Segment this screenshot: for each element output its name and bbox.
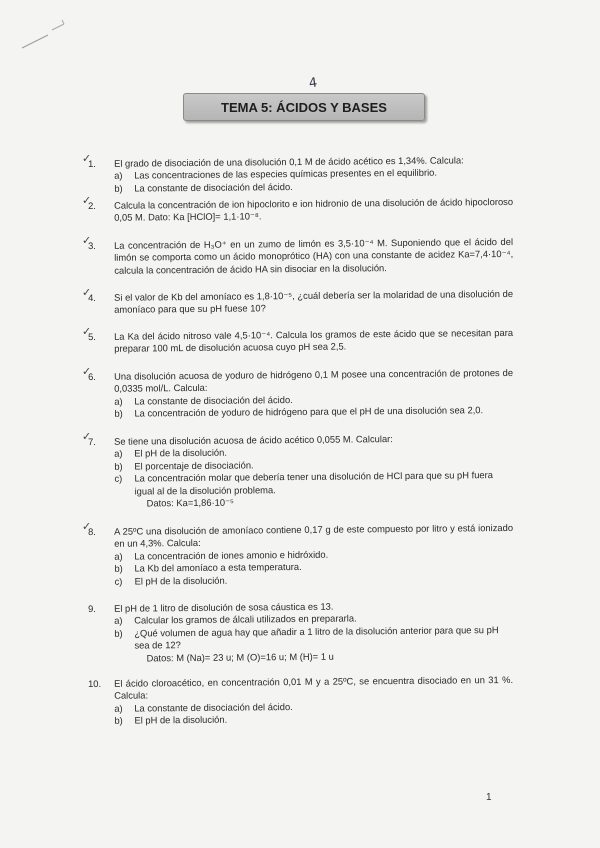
question-text: El grado de disociación de una disolución 0,1 M de ácido acético es 1,34%. Calcula: — [113, 154, 464, 169]
question-text: Una disolución acuosa de yoduro de hidrógeno 0,1 M posee una concentración de protones de 0,0335 mol/L. Calcula: — [113, 366, 514, 395]
question-8 — [81, 519, 514, 588]
sub-text: La constante de disociación del ácido. — [134, 700, 293, 714]
question-7 — [81, 429, 514, 511]
sub-text: ¿Qué volumen de agua hay que añadir a 1 litro de la disolución anterior para que su pH sea de 12? — [134, 623, 499, 651]
checkmark-icon: ✓ — [81, 519, 92, 534]
question-number: 4. — [88, 291, 96, 303]
question-text: La concentración de H₃O⁺ en un zumo de limón es 3,5·10⁻⁴ M. Suponiendo que el ácido del limón se comporta como un ácido monoprótico (HA) con una constante de acidez Ka=7,4·10⁻⁴, calcula la concentración de ácido HA sin disociar en la disolución. — [113, 235, 514, 276]
question-number: 9. — [88, 602, 96, 614]
data-note: Datos: Ka=1,86·10⁻⁵ — [146, 496, 234, 509]
question-2 — [81, 193, 514, 225]
sub-label: b) — [114, 182, 123, 194]
sub-text: La constante de disociación del ácido. — [134, 393, 293, 407]
pencil-mark-icon — [18, 18, 78, 58]
question-1 — [81, 151, 513, 195]
checkmark-icon: ✓ — [81, 233, 92, 248]
sub-item — [114, 404, 513, 420]
question-number: 8. — [88, 525, 96, 537]
sub-text: La constante de disociación del ácido. — [134, 180, 293, 194]
sub-label: b) — [114, 407, 123, 419]
sub-text: El pH de la disolución. — [134, 447, 227, 459]
question-text: Calcula la concentración de ion hipoclorito e ion hidronio de una disolución de ácido hipocloroso 0,05 M. Dato: Ka [HClO]= 1,1·10⁻⁸. — [113, 195, 514, 224]
sub-text: El porcentaje de disociación. — [134, 459, 254, 472]
sub-label: b) — [114, 714, 123, 726]
question-number: 7. — [88, 435, 96, 447]
checkmark-icon: ✓ — [81, 364, 92, 379]
question-10 — [88, 674, 513, 728]
page-number: 1 — [486, 792, 492, 803]
sub-text: Calcular los gramos de álcali utilizados en prepararla. — [134, 612, 357, 626]
sub-text: La concentración de iones amonio e hidróxido. — [134, 548, 329, 562]
checkmark-icon: ✓ — [81, 285, 92, 300]
sub-label: b) — [114, 562, 123, 574]
question-3 — [81, 233, 514, 277]
question-text: Se tiene una disolución acuosa de ácido acético 0,055 M. Calcular: — [113, 433, 393, 447]
page-title: TEMA 5: ÁCIDOS Y BASES — [183, 93, 425, 121]
sub-item — [114, 469, 513, 498]
sub-text: La concentración de yoduro de hidrógeno para que el pH de una disolución sea 2,0. — [134, 404, 484, 419]
sub-label: a) — [114, 448, 123, 460]
question-number: 2. — [88, 199, 96, 211]
sub-text: La Kb del amoníaco a esta temperatura. — [134, 561, 302, 574]
question-text: A 25ºC una disolución de amoníaco contiene 0,17 g de este compuesto por litro y está ionizado en un 4,3%. Calcula: — [113, 521, 514, 550]
sub-label: a) — [114, 615, 123, 627]
question-text: Si el valor de Kb del amoníaco es 1,8·10⁻⁵, ¿cuál debería ser la molaridad de una disolución de amoníaco para que su pH fuese 10? — [113, 287, 514, 316]
handwritten-note: 4 — [307, 75, 319, 92]
sub-label: a) — [114, 702, 123, 714]
question-6 — [81, 364, 514, 421]
checkmark-icon: ✓ — [81, 324, 92, 339]
question-5 — [81, 324, 514, 356]
question-number: 5. — [88, 330, 96, 342]
sub-label: a) — [114, 395, 123, 407]
question-4 — [81, 285, 514, 317]
sub-text: Las concentraciones de las especies químicas presentes en el equilibrio. — [134, 167, 437, 181]
sub-item — [114, 711, 513, 727]
sub-label: b) — [114, 460, 123, 472]
checkmark-icon: ✓ — [81, 193, 92, 208]
sub-label: c) — [114, 472, 123, 484]
sub-label: a) — [114, 550, 123, 562]
question-number: 6. — [88, 370, 96, 382]
sub-text: El pH de la disolución. — [134, 713, 228, 726]
question-text: El pH de 1 litro de disolución de sosa cáustica es 13. — [113, 600, 334, 614]
checkmark-icon: ✓ — [81, 151, 92, 166]
sub-text: El pH de la disolución. — [134, 574, 228, 587]
sub-label: a) — [114, 170, 123, 182]
question-number: 3. — [88, 239, 96, 251]
sub-item — [114, 179, 513, 195]
sub-label: c) — [114, 575, 123, 587]
question-text: El ácido cloroacético, en concentración 0,01 M y a 25ºC, se encuentra disociado en un 31 %. Calcula: — [113, 673, 514, 702]
question-text: La Ka del ácido nitroso vale 4,5·10⁻⁴. Calcula los gramos de este ácido que se necesitan para preparar 100 mL de disolución acuosa cuyo pH sea 2,5. — [113, 326, 514, 355]
question-number: 1. — [88, 157, 96, 169]
checkmark-icon: ✓ — [81, 429, 92, 444]
sub-label: b) — [114, 627, 123, 639]
question-number: 10. — [88, 677, 102, 689]
sub-item — [114, 624, 513, 653]
sub-text: La concentración molar que debería tener una disolución de HCl para que su pH fuera igual al de la disolución problema. — [134, 469, 494, 497]
question-9 — [88, 599, 514, 665]
data-note: Datos: M (Na)= 23 u; M (O)=16 u; M (H)= 1 u — [146, 650, 334, 664]
sub-item — [114, 572, 513, 588]
